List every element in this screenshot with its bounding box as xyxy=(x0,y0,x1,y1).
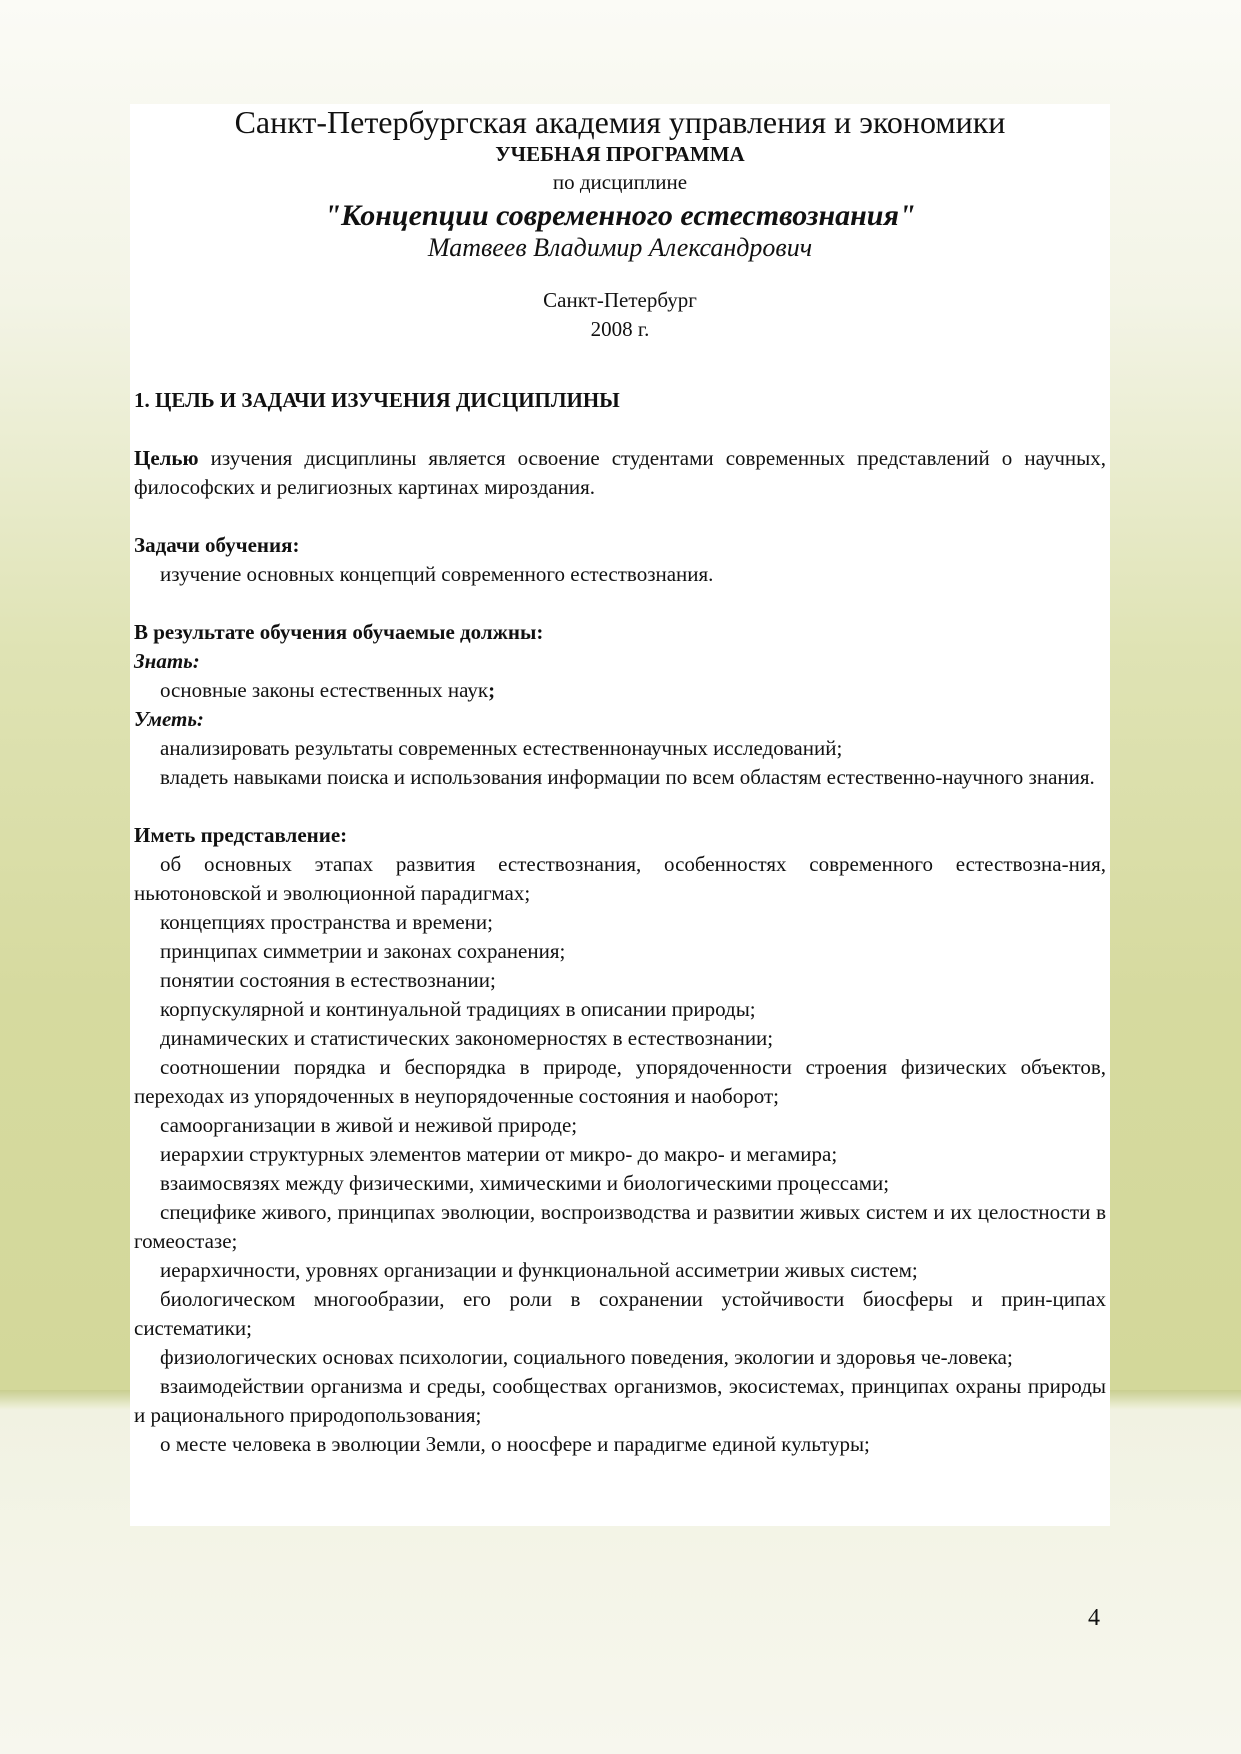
section-heading: 1. ЦЕЛЬ И ЗАДАЧИ ИЗУЧЕНИЯ ДИСЦИПЛИНЫ xyxy=(134,388,620,412)
idea-item: физиологических основах психологии, социального поведения, экологии и здоровья че-ловека; xyxy=(160,1345,1013,1369)
know-text: основные законы естественных наук xyxy=(160,678,489,702)
idea-item: взаимосвязях между физическими, химическими и биологическими процессами; xyxy=(160,1171,890,1195)
task-item: изучение основных концепций современного естествознания. xyxy=(160,562,714,586)
year: 2008 г. xyxy=(590,317,650,341)
course-title: "Концепции современного естествознания" xyxy=(324,199,916,232)
goal-paragraph xyxy=(134,444,1106,502)
discipline-label: по дисциплине xyxy=(552,170,688,194)
idea-item: о месте человека в эволюции Земли, о ноосфере и парадигме единой культуры; xyxy=(160,1432,870,1456)
idea-item: об основных этапах развития естествознания, особенностях современного естествозна-ния, ньютоновской и эволюционной парадигмах; xyxy=(134,852,1106,905)
idea-heading: Иметь представление: xyxy=(134,823,348,847)
author-name: Матвеев Владимир Александрович xyxy=(427,233,813,262)
idea-item: принципах симметрии и законах сохранения; xyxy=(160,939,566,963)
page-content xyxy=(134,104,1106,1459)
idea-item: специфике живого, принципах эволюции, воспроизводства и развитии живых систем и их целостности в гомеостазе; xyxy=(134,1200,1106,1253)
idea-item: взаимодействии организма и среды, сообществах организмов, экосистемах, принципах охраны природы и рационального природопользования; xyxy=(134,1374,1106,1427)
can-label: Уметь: xyxy=(134,707,204,731)
know-punct: ; xyxy=(488,678,496,702)
goal-bold: Целью xyxy=(134,446,199,470)
document-page xyxy=(130,104,1110,1526)
know-label: Знать: xyxy=(134,649,200,673)
results-heading: В результате обучения обучаемые должны: xyxy=(134,620,544,644)
program-title: УЧЕБНАЯ ПРОГРАММА xyxy=(495,142,745,166)
idea-item: динамических и статистических закономерностях в естествознании; xyxy=(160,1026,774,1050)
know-item xyxy=(134,676,1106,705)
can-item: владеть навыками поиска и использования информации по всем областям естественно-научного знания. xyxy=(160,765,1095,789)
idea-item: биологическом многообразии, его роли в сохранении устойчивости биосферы и прин-ципах систематики; xyxy=(134,1287,1106,1340)
idea-item: самоорганизации в живой и неживой природе; xyxy=(160,1113,578,1137)
page-number: 4 xyxy=(1088,1605,1100,1631)
idea-item: соотношении порядка и беспорядка в природе, упорядоченности строения физических объектов, переходах из упорядоченных в неупорядоченные состояния и наоборот; xyxy=(134,1055,1106,1108)
idea-item: концепциях пространства и времени; xyxy=(160,910,493,934)
idea-item: иерархии структурных элементов материи от микро- до макро- и мегамира; xyxy=(160,1142,838,1166)
city: Санкт-Петербург xyxy=(543,288,697,312)
idea-item: корпускулярной и континуальной традициях в описании природы; xyxy=(160,997,756,1021)
idea-item: понятии состояния в естествознании; xyxy=(160,968,496,992)
idea-item: иерархичности, уровнях организации и функциональной ассиметрии живых систем; xyxy=(160,1258,918,1282)
goal-text: изучения дисциплины является освоение студентами современных представлений о научных, философских и религиозных картинах мироздания. xyxy=(134,446,1106,499)
can-item: анализировать результаты современных естественнонаучных исследований; xyxy=(160,736,843,760)
organization-name: Санкт-Петербургская академия управления и экономики xyxy=(234,104,1006,140)
tasks-heading: Задачи обучения: xyxy=(134,533,300,557)
